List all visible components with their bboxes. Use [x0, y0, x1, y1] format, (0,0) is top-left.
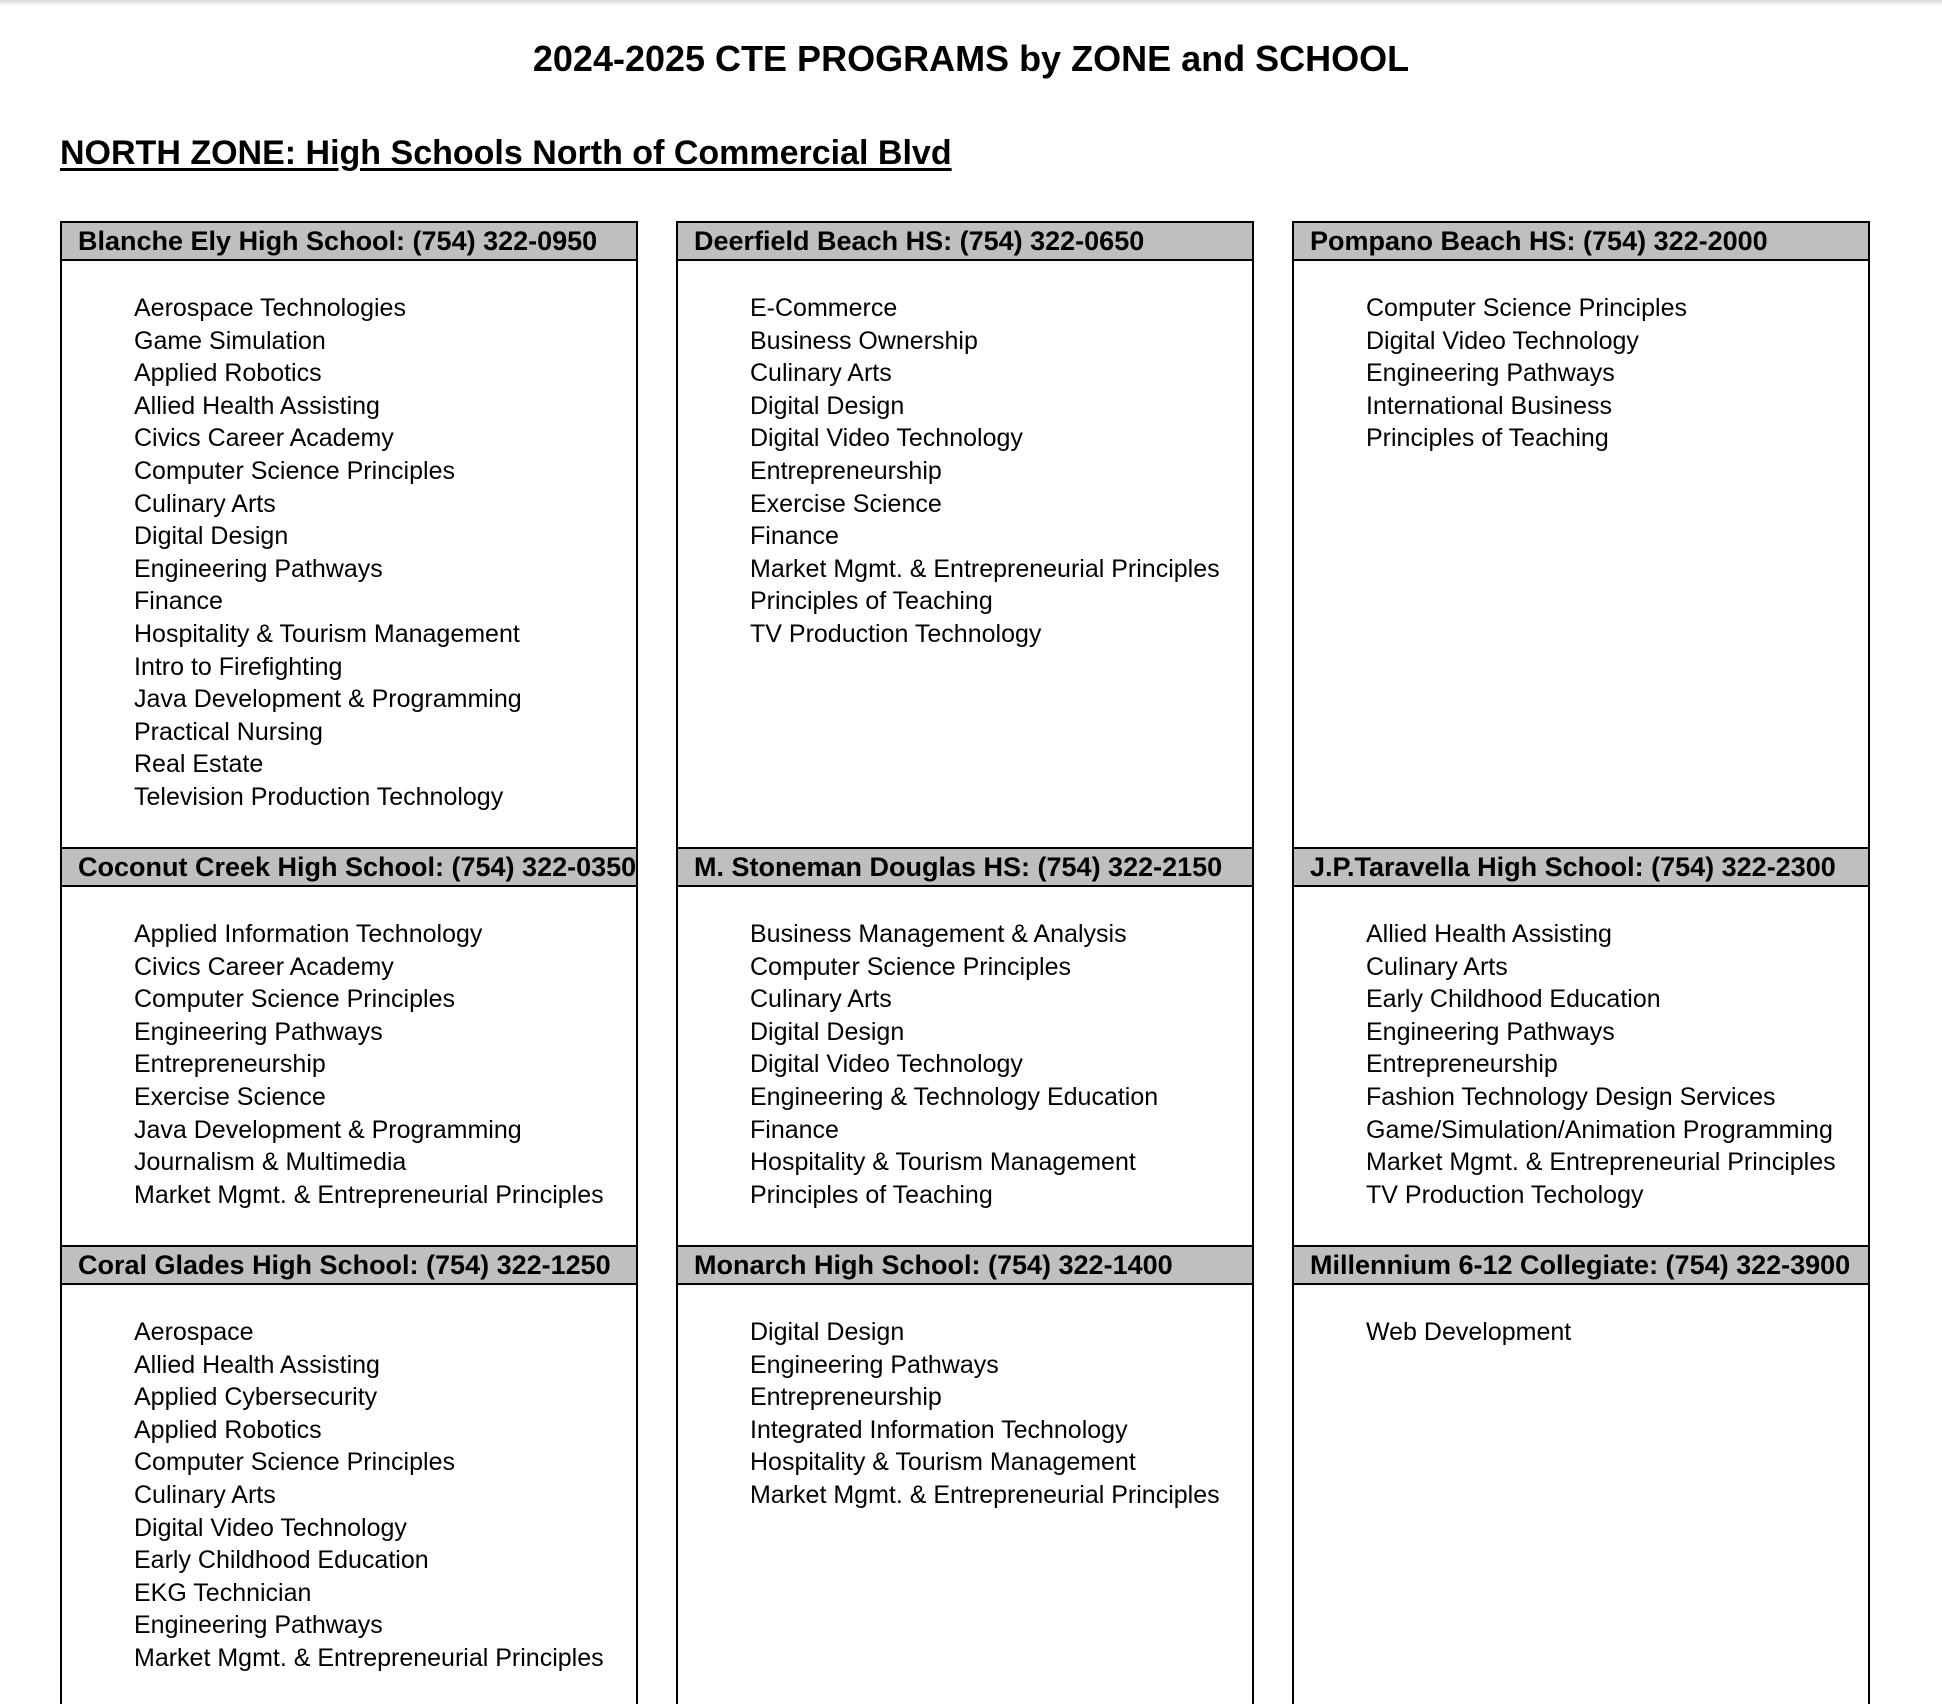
program-item: Computer Science Principles	[134, 1448, 455, 1477]
program-item: Digital Design	[750, 1318, 905, 1346]
program-list	[1366, 292, 1687, 455]
program-item: Fashion Technology Design Services	[1366, 1082, 1776, 1111]
program-list	[750, 918, 1158, 1211]
program-item: Civics Career Academy	[134, 952, 394, 981]
program-item: Exercise Science	[750, 489, 942, 518]
program-item: Entrepreneurship	[134, 1050, 326, 1079]
program-item: Principles of Teaching	[750, 1180, 993, 1209]
program-item: Engineering Pathways	[134, 1611, 383, 1640]
program-item: Applied Information Technology	[134, 920, 483, 948]
program-item: Engineering Pathways	[750, 1350, 999, 1379]
program-item: Real Estate	[134, 750, 264, 779]
program-item: Hospitality & Tourism Management	[750, 1148, 1136, 1177]
zone-heading: NORTH ZONE: High Schools North of Commercial Blvd	[60, 134, 952, 172]
program-item: Principles of Teaching	[750, 587, 993, 616]
program-item: TV Production Techology	[1366, 1180, 1644, 1209]
program-item: Practical Nursing	[134, 717, 323, 746]
program-item: Culinary Arts	[134, 1480, 276, 1509]
column-3	[1292, 221, 1870, 1704]
document-title: 2024-2025 CTE PROGRAMS by ZONE and SCHOOL	[532, 38, 1410, 79]
program-item: Digital Design	[750, 1017, 905, 1046]
program-item: Engineering Pathways	[134, 1017, 383, 1046]
program-item: Journalism & Multimedia	[134, 1148, 407, 1177]
school-name-phone: M. Stoneman Douglas HS: (754) 322-2150	[694, 852, 1223, 882]
program-item: Allied Health Assisting	[134, 1350, 380, 1379]
program-item: Java Development & Programming	[134, 685, 522, 714]
program-item: Applied Robotics	[134, 1415, 322, 1444]
program-item: Allied Health Assisting	[134, 391, 380, 420]
program-item: Computer Science Principles	[134, 456, 455, 485]
school-header	[1294, 1245, 1868, 1285]
program-item: Computer Science Principles	[750, 952, 1071, 981]
program-item: Culinary Arts	[1366, 952, 1508, 981]
program-item: E-Commerce	[750, 294, 898, 322]
program-item: Engineering Pathways	[1366, 1017, 1615, 1046]
program-item: Business Ownership	[750, 326, 978, 355]
school-header	[678, 1245, 1252, 1285]
school-header	[1294, 847, 1868, 887]
program-item: TV Production Technology	[750, 619, 1042, 648]
program-item: Game/Simulation/Animation Programming	[1366, 1115, 1833, 1144]
column-1	[60, 221, 638, 1704]
program-item: Market Mgmt. & Entrepreneurial Principles	[134, 1180, 604, 1209]
program-item: Allied Health Assisting	[1366, 920, 1612, 948]
program-item: Digital Video Technology	[750, 424, 1023, 453]
program-item: Entrepreneurship	[1366, 1050, 1558, 1079]
school-name-phone: J.P.Taravella High School: (754) 322-2300	[1310, 852, 1836, 882]
program-item: Business Management & Analysis	[750, 920, 1127, 948]
school-name-phone: Blanche Ely High School: (754) 322-0950	[78, 226, 598, 256]
program-item: Aerospace Technologies	[134, 294, 406, 322]
school-name-phone: Pompano Beach HS: (754) 322-2000	[1310, 226, 1768, 256]
program-item: Finance	[134, 587, 223, 616]
program-item: Hospitality & Tourism Management	[750, 1448, 1136, 1477]
program-item: Television Production Technology	[134, 782, 504, 811]
program-item: Culinary Arts	[750, 985, 892, 1014]
program-item: Computer Science Principles	[134, 985, 455, 1014]
program-item: Exercise Science	[134, 1082, 326, 1111]
school-name-phone: Monarch High School: (754) 322-1400	[694, 1250, 1173, 1280]
program-item: Java Development & Programming	[134, 1115, 522, 1144]
program-item: Game Simulation	[134, 326, 326, 355]
program-item: Principles of Teaching	[1366, 424, 1609, 453]
program-list	[750, 1316, 1220, 1512]
program-item: Entrepreneurship	[750, 456, 942, 485]
program-item: Digital Video Technology	[1366, 326, 1639, 355]
program-list	[134, 918, 604, 1211]
school-header	[1294, 221, 1868, 261]
program-item: Hospitality & Tourism Management	[134, 619, 520, 648]
program-item: Early Childhood Education	[134, 1546, 429, 1575]
school-header	[62, 847, 636, 887]
program-item: Market Mgmt. & Entrepreneurial Principles	[134, 1643, 604, 1672]
program-list	[134, 1316, 604, 1675]
program-item: Culinary Arts	[750, 359, 892, 388]
program-item: Computer Science Principles	[1366, 294, 1687, 322]
program-item: Engineering Pathways	[134, 554, 383, 583]
program-item: Civics Career Academy	[134, 424, 394, 453]
school-name-phone: Millennium 6-12 Collegiate: (754) 322-3900	[1310, 1250, 1851, 1280]
school-name-phone: Deerfield Beach HS: (754) 322-0650	[694, 226, 1145, 256]
program-item: Early Childhood Education	[1366, 985, 1661, 1014]
program-item: Web Development	[1366, 1318, 1572, 1346]
program-item: Aerospace	[134, 1318, 254, 1346]
program-item: EKG Technician	[134, 1578, 312, 1607]
page-top-edge	[0, 0, 1942, 6]
program-item: Market Mgmt. & Entrepreneurial Principles	[1366, 1148, 1836, 1177]
program-item: Digital Design	[750, 391, 905, 420]
program-item: Finance	[750, 1115, 839, 1144]
program-list	[1366, 918, 1836, 1211]
program-item: International Business	[1366, 391, 1612, 420]
program-item: Digital Video Technology	[750, 1050, 1023, 1079]
school-name-phone: Coral Glades High School: (754) 322-1250	[78, 1250, 611, 1280]
school-header	[678, 221, 1252, 261]
school-name-phone: Coconut Creek High School: (754) 322-0350	[78, 852, 637, 882]
program-item: Market Mgmt. & Entrepreneurial Principles	[750, 1480, 1220, 1509]
school-header	[678, 847, 1252, 887]
column-2	[676, 221, 1254, 1704]
program-list	[750, 292, 1220, 651]
school-header	[62, 221, 636, 261]
program-item: Digital Design	[134, 522, 289, 551]
program-item: Digital Video Technology	[134, 1513, 407, 1542]
program-item: Engineering Pathways	[1366, 359, 1615, 388]
program-item: Applied Cybersecurity	[134, 1383, 378, 1412]
program-item: Market Mgmt. & Entrepreneurial Principles	[750, 554, 1220, 583]
program-item: Integrated Information Technology	[750, 1415, 1128, 1444]
program-item: Finance	[750, 522, 839, 551]
program-item: Entrepreneurship	[750, 1383, 942, 1412]
school-header	[62, 1245, 636, 1285]
program-item: Applied Robotics	[134, 359, 322, 388]
program-item: Intro to Firefighting	[134, 652, 343, 681]
program-item: Culinary Arts	[134, 489, 276, 518]
program-list	[134, 292, 522, 814]
program-list	[1366, 1316, 1571, 1349]
program-item: Engineering & Technology Education	[750, 1082, 1159, 1111]
